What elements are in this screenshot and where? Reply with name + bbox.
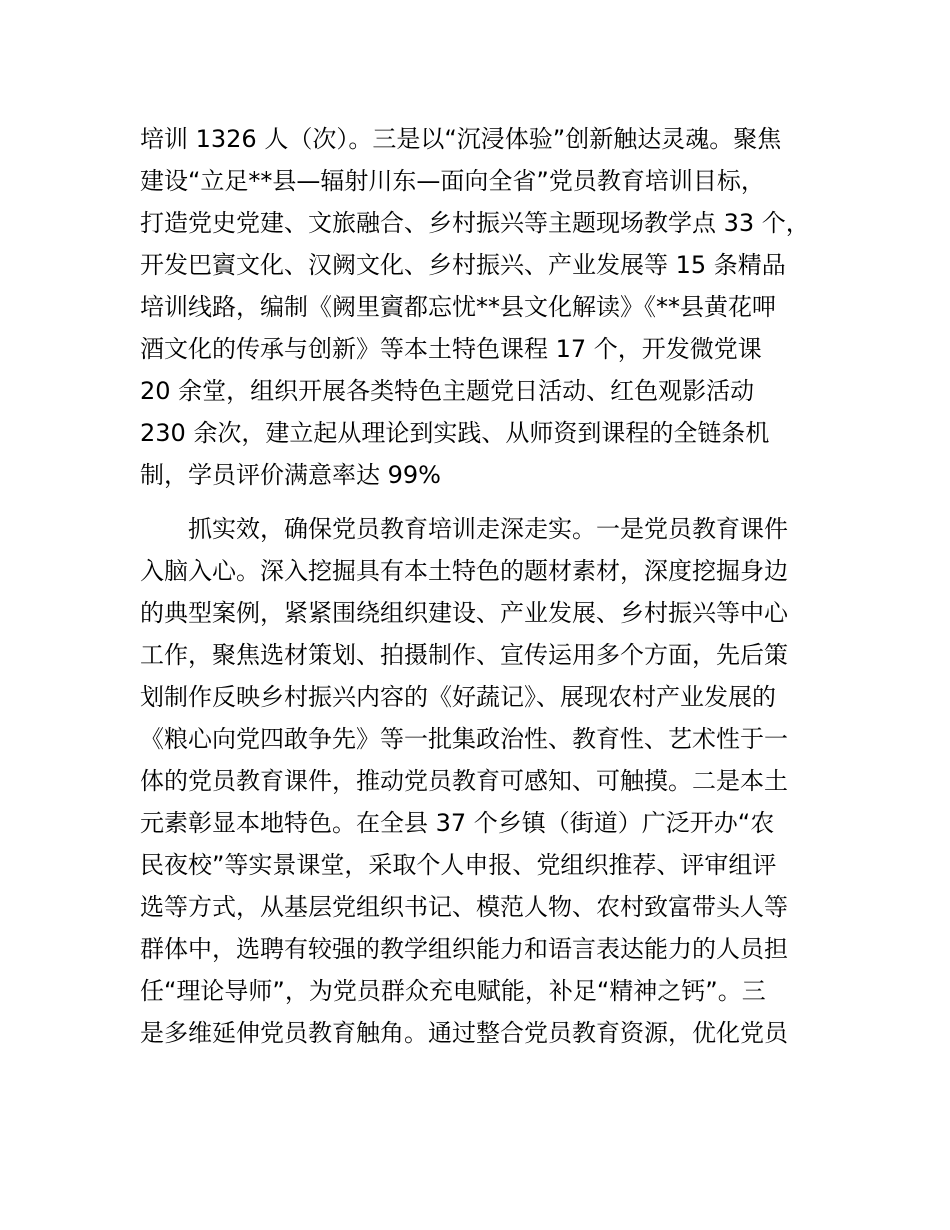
paragraph-spacer: [140, 496, 840, 508]
text-line: 工作，聚焦选材策划、拍摄制作、宣传运用多个方面，先后策: [140, 641, 788, 669]
text-line: 《粮心向党四敢争先》等一批集政治性、教育性、艺术性于一: [140, 725, 788, 753]
text-line: 体的党员教育课件，推动党员教育可感知、可触摸。二是本土: [140, 767, 788, 795]
text-line: 打造党史党建、文旅融合、乡村振兴等主题现场教学点 33 个，: [140, 209, 810, 237]
text-line: 制，学员评价满意率达 99%: [140, 461, 441, 489]
text-line: 开发巴賨文化、汉阙文化、乡村振兴、产业发展等 15 条精品: [140, 251, 786, 279]
body-text: [140, 118, 840, 1054]
text-line: 民夜校”等实景课堂，采取个人申报、党组织推荐、评审组评: [140, 851, 777, 879]
text-line: 培训 1326 人（次）。三是以“沉浸体验”创新触达灵魂。聚焦: [140, 125, 782, 153]
text-line: 培训线路，编制《阙里賨都忘忧**县文化解读》《**县黄花呷: [140, 293, 776, 321]
text-line: 酒文化的传承与创新》等本土特色课程 17 个，开发微党课: [140, 335, 762, 363]
text-line: 元素彰显本地特色。在全县 37 个乡镇（街道）广泛开办“农: [140, 809, 775, 837]
paragraph-2: [140, 508, 840, 1054]
paragraph-1: [140, 118, 840, 496]
text-line: 20 余堂，组织开展各类特色主题党日活动、红色观影活动: [140, 377, 755, 405]
text-line: 任“理论导师”，为党员群众充电赋能，补足“精神之钙”。三: [140, 977, 766, 1005]
text-line: 是多维延伸党员教育触角。通过整合党员教育资源，优化党员: [140, 1019, 788, 1047]
text-line: 建设“立足**县—辐射川东—面向全省”党员教育培训目标，: [140, 167, 765, 195]
text-line: 选等方式，从基层党组织书记、模范人物、农村致富带头人等: [140, 893, 788, 921]
text-line: 的典型案例，紧紧围绕组织建设、产业发展、乡村振兴等中心: [140, 599, 788, 627]
text-line: 230 余次，建立起从理论到实践、从师资到课程的全链条机: [140, 419, 770, 447]
text-line: 抓实效，确保党员教育培训走深走实。一是党员教育课件: [140, 515, 788, 543]
text-line: 入脑入心。深入挖掘具有本土特色的题材素材，深度挖掘身边: [140, 557, 788, 585]
text-line: 划制作反映乡村振兴内容的《好蔬记》、展现农村产业发展的: [140, 683, 776, 711]
text-line: 群体中，选聘有较强的教学组织能力和语言表达能力的人员担: [140, 935, 788, 963]
